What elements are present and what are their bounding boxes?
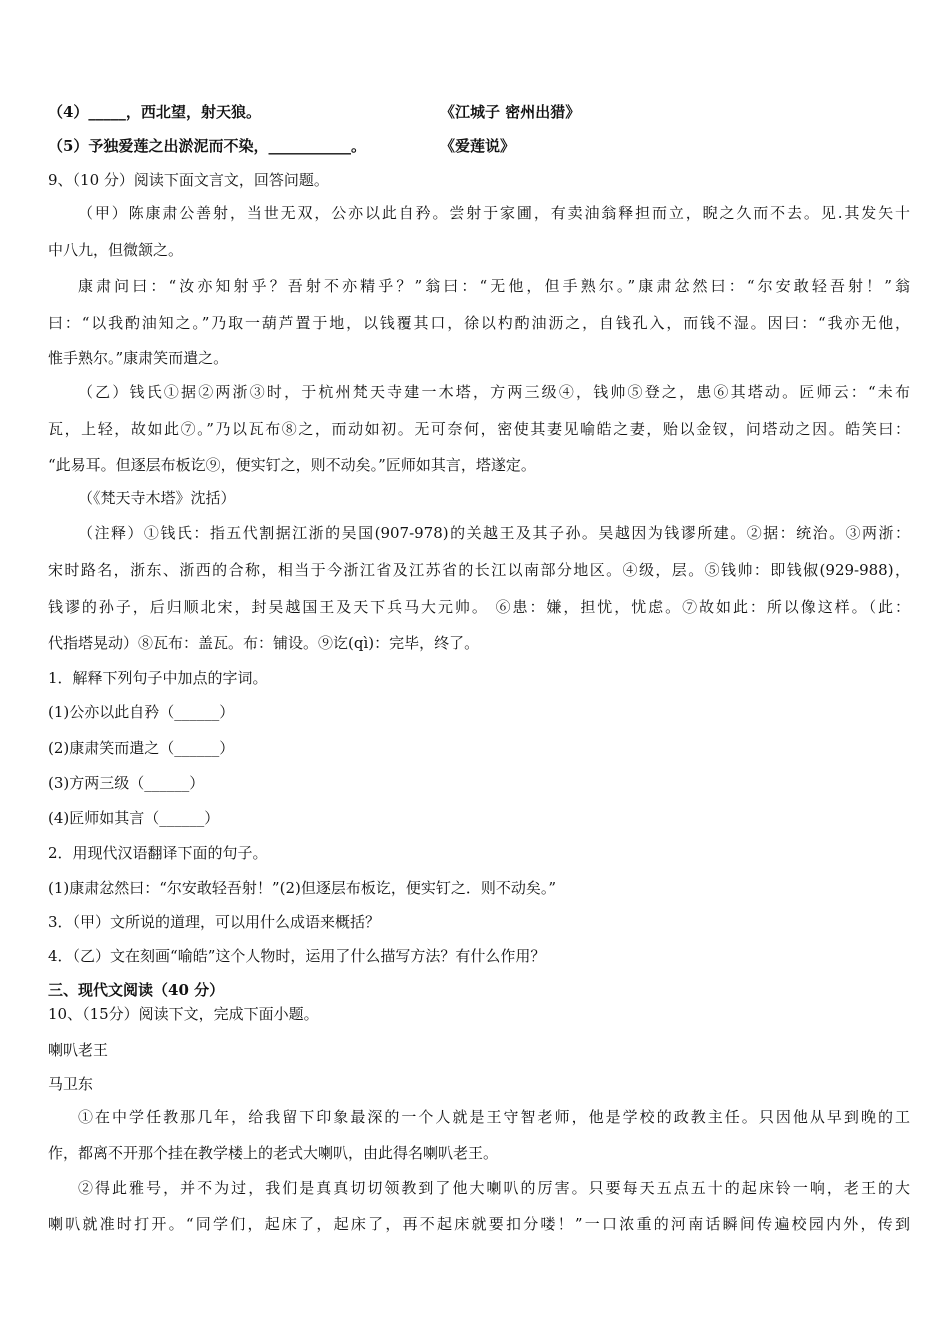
q9-header: 9、（10 分）阅读下面文言文，回答问题。 — [48, 171, 329, 189]
article-author: 马卫东 — [48, 1075, 94, 1093]
fill-blank-4-source: 《江城子 密州出猎》 — [440, 103, 581, 121]
q9-sub1-item3: (3)方两三级（______） — [48, 774, 205, 792]
q10-header: 10、（15分）阅读下文，完成下面小题。 — [48, 1005, 319, 1023]
article-title: 喇叭老王 — [48, 1041, 109, 1059]
q9-jia-p2-line3: 惟手熟尔。”康肃笑而遣之。 — [48, 349, 229, 367]
q9-jia-p2-line2: 曰：“以我酌油知之。”乃取一葫芦置于地，以钱覆其口，徐以杓酌油沥之，自钱孔入，而钱不湿。因曰：“我亦无他， — [48, 314, 910, 332]
article-p2-line1: ②得此雅号，并不为过，我们是真真切切领教到了他大喇叭的厉害。只要每天五点五十的起床铃一响，老王的大 — [78, 1179, 910, 1197]
q9-jia-p1-line1: （甲）陈康肃公善射，当世无双，公亦以此自矜。尝射于家圃，有卖油翁释担而立，睨之久而不去。见.其发矢十 — [78, 204, 910, 222]
q9-sub1-item1: (1)公亦以此自矜（______） — [48, 703, 235, 721]
q9-yi-line3: “此易耳。但逐层布板讫⑨，便实钉之，则不动矣。”匠师如其言，塔遂定。 — [48, 456, 536, 474]
q9-sub2: 2．用现代汉语翻译下面的句子。 — [48, 844, 268, 862]
q9-notes-line3: 钱谬的孙子，后归顺北宋，封吴越国王及天下兵马大元帅。 ⑥患：嫌，担忧，忧虑。⑦故如此：所以像这样。（此： — [48, 598, 910, 616]
q9-notes-line2: 宋时路名，浙东、浙西的合称，相当于今浙江省及江苏省的长江以南部分地区。④级，层。⑤钱帅：即钱俶(929-988)， — [48, 561, 910, 579]
fill-blank-5: （5）予独爱莲之出淤泥而不染，___________。 — [48, 137, 366, 155]
q9-yi-source: （《梵天寺木塔》沈括） — [78, 489, 236, 507]
q9-sub2-text: (1)康肃忿然曰：“尔安敢轻吾射！”(2)但逐层布板讫，便实钉之．则不动矣。” — [48, 879, 557, 897]
q9-jia-p1-line2: 中八九，但微颔之。 — [48, 241, 184, 259]
section3-heading: 三、现代文阅读（40 分） — [48, 981, 225, 999]
q9-notes-line4: 代指塔晃动）⑧瓦布：盖瓦。布：铺设。⑨讫(qì)：完毕，终了。 — [48, 634, 480, 652]
q9-notes-line1: （注释）①钱氏：指五代割据江浙的吴国(907-978)的关越王及其子孙。吴越因为钱谬所建。②据：统治。③两浙： — [78, 524, 910, 542]
q9-jia-p2-line1: 康肃问曰：“汝亦知射乎？吾射不亦精乎？”翁曰：“无他，但手熟尔。”康肃忿然曰：“尔安敢轻吾射！”翁 — [78, 277, 910, 295]
article-p2-line2: 喇叭就准时打开。“同学们，起床了，起床了，再不起床就要扣分喽！”一口浓重的河南话瞬间传遍校园内外，传到 — [48, 1215, 910, 1233]
q9-sub1-item4: (4)匠师如其言（______） — [48, 809, 220, 827]
fill-blank-4: （4）_____，西北望，射天狼。 — [48, 103, 261, 121]
q9-sub4: 4．（乙）文在刻画“喻皓”这个人物时，运用了什么描写方法？有什么作用？ — [48, 947, 546, 965]
q9-sub3: 3．（甲）文所说的道理，可以用什么成语来概括？ — [48, 913, 381, 931]
q9-sub1: 1．解释下列句子中加点的字词。 — [48, 669, 268, 687]
q9-yi-line1: （乙）钱氏①据②两浙③时，于杭州梵天寺建一木塔，方两三级④，钱帅⑤登之，患⑥其塔动。匠师云：“未布 — [78, 383, 910, 401]
fill-blank-5-source: 《爱莲说》 — [440, 137, 516, 155]
q9-yi-line2: 瓦，上轻，故如此⑦。”乃以瓦布⑧之，而动如初。无可奈何，密使其妻见喻皓之妻，贻以金钗，问塔动之因。皓笑曰： — [48, 420, 910, 438]
q9-sub1-item2: (2)康肃笑而遣之（______） — [48, 739, 235, 757]
article-p1-line2: 作，都离不开那个挂在教学楼上的老式大喇叭，由此得名喇叭老王。 — [48, 1144, 499, 1162]
article-p1-line1: ①在中学任教那几年，给我留下印象最深的一个人就是王守智老师，他是学校的政教主任。只因他从早到晚的工 — [78, 1108, 910, 1126]
